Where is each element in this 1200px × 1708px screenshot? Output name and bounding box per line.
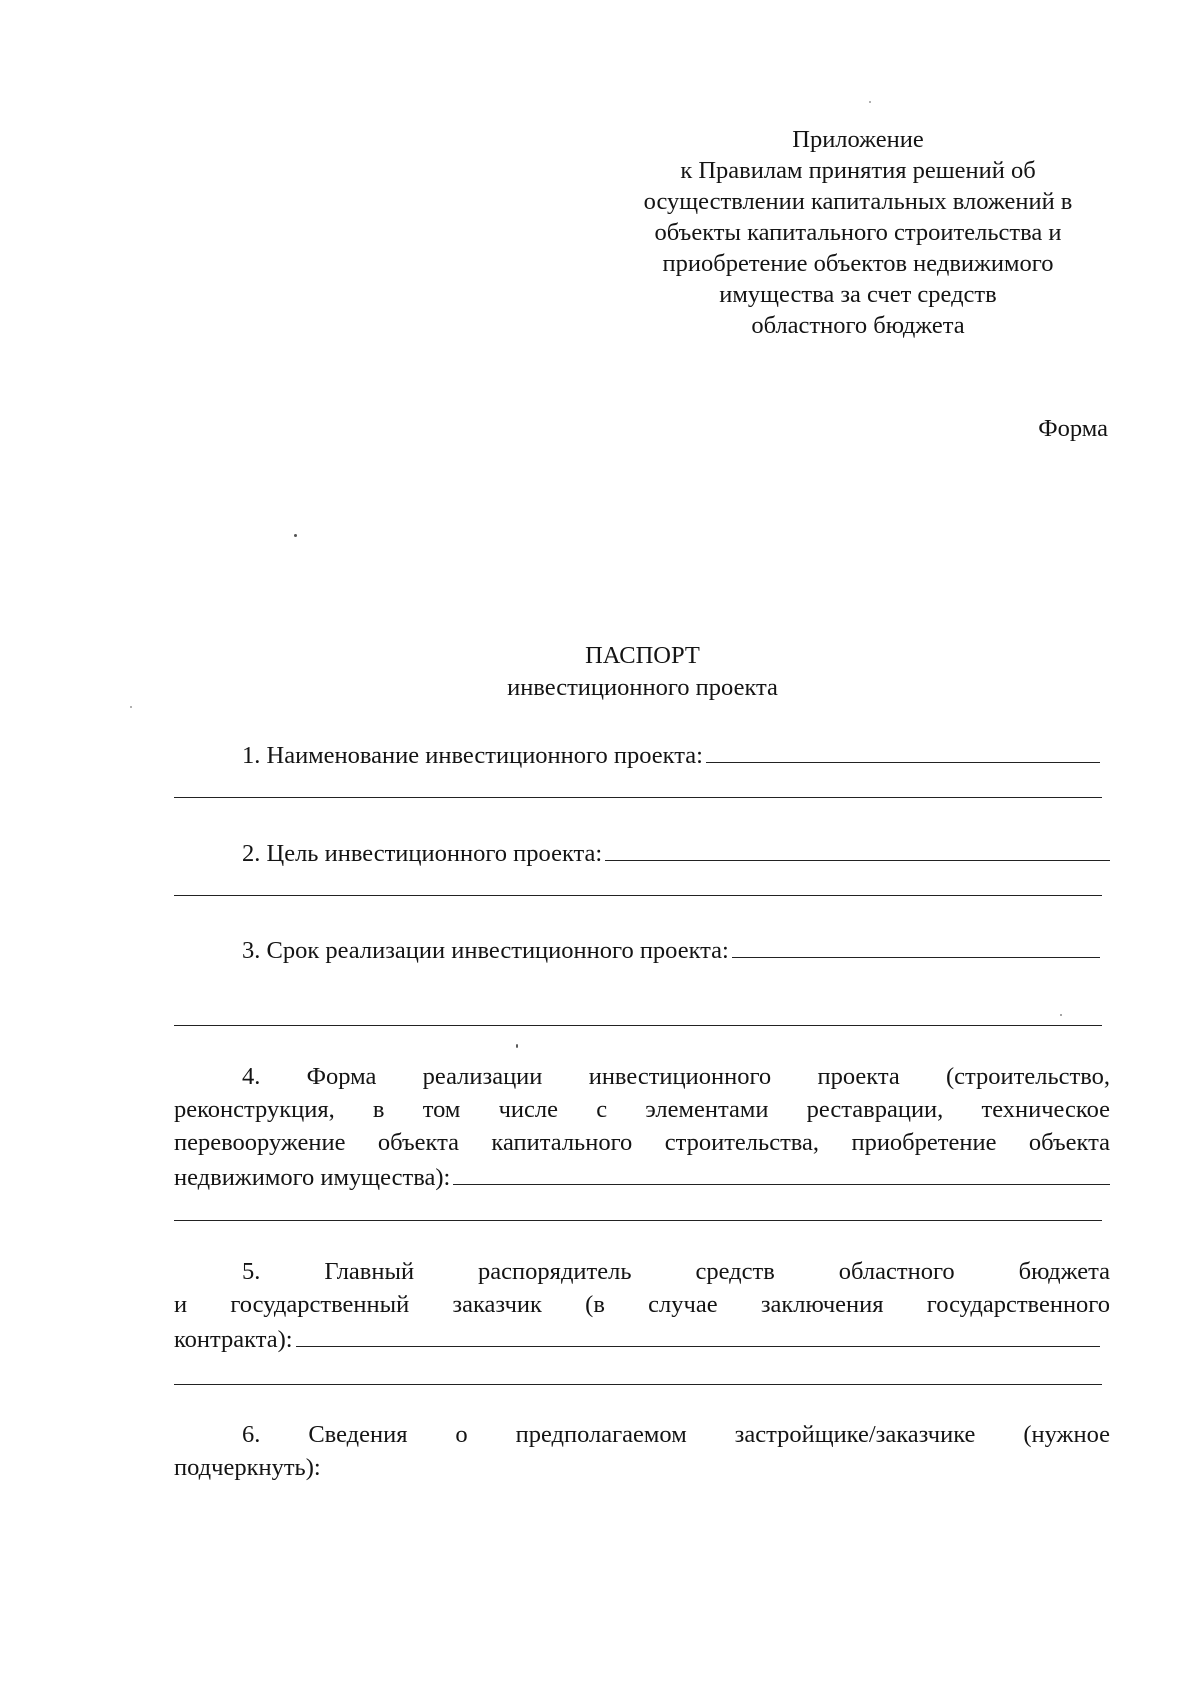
annex-header (578, 124, 1138, 341)
item-5-label: контракта): (174, 1326, 293, 1353)
annex-line: имущества за счет средств (719, 281, 997, 308)
document-subtitle: инвестиционного проекта (507, 674, 778, 701)
item-4-label: недвижимого имущества): (174, 1164, 451, 1191)
item-4-field[interactable] (174, 1159, 1110, 1194)
item-1-field[interactable] (242, 737, 1100, 772)
annex-line: приобретение объектов недвижимого (662, 250, 1054, 277)
item-5-extra-line[interactable] (174, 1384, 1102, 1385)
item-5-line: 5. Главный распорядитель средств областного бюджета (242, 1258, 1110, 1285)
item-3-blank[interactable] (732, 932, 1100, 958)
scan-speck (1060, 1014, 1062, 1016)
item-1-extra-line[interactable] (174, 797, 1102, 798)
item-6-line: подчеркнуть): (174, 1454, 321, 1481)
item-3-field[interactable] (242, 932, 1100, 967)
scan-speck (130, 706, 132, 708)
scan-speck (516, 1044, 518, 1048)
scan-speck (294, 534, 297, 537)
scan-speck (869, 101, 871, 103)
annex-line: Приложение (792, 126, 924, 153)
item-5-blank[interactable] (296, 1321, 1100, 1347)
item-6-line: 6. Сведения о предполагаемом застройщике/заказчике (нужное (242, 1421, 1110, 1448)
annex-line: осуществлении капитальных вложений в (643, 188, 1073, 215)
item-2-blank[interactable] (605, 835, 1110, 861)
form-label: Форма (1038, 415, 1108, 442)
item-5-field[interactable] (174, 1321, 1100, 1356)
item-3-label: 3. Срок реализации инвестиционного проекта: (242, 937, 729, 964)
item-4-line: 4. Форма реализации инвестиционного проекта (строительство, (242, 1063, 1110, 1090)
item-6-paragraph (174, 1418, 1110, 1484)
annex-line: областного бюджета (751, 312, 965, 339)
item-2-label: 2. Цель инвестиционного проекта: (242, 840, 603, 867)
item-1-label: 1. Наименование инвестиционного проекта: (242, 742, 703, 769)
item-5-line: и государственный заказчик (в случае заключения государственного (174, 1291, 1110, 1318)
item-2-field[interactable] (242, 835, 1110, 870)
annex-line: объекты капитального строительства и (654, 219, 1062, 246)
item-2-extra-line[interactable] (174, 895, 1102, 896)
item-4-blank[interactable] (453, 1159, 1110, 1185)
item-5-paragraph (174, 1255, 1110, 1356)
item-1-blank[interactable] (706, 737, 1100, 763)
document-title: ПАСПОРТ (585, 642, 700, 669)
item-4-line: реконструкция, в том числе с элементами реставрации, техническое (174, 1096, 1110, 1123)
annex-line: к Правилам принятия решений об (680, 157, 1036, 184)
item-4-paragraph (174, 1060, 1110, 1194)
item-4-line: перевооружение объекта капитального строительства, приобретение объекта (174, 1129, 1110, 1156)
item-3-extra-line[interactable] (174, 1025, 1102, 1026)
item-4-extra-line[interactable] (174, 1220, 1102, 1221)
